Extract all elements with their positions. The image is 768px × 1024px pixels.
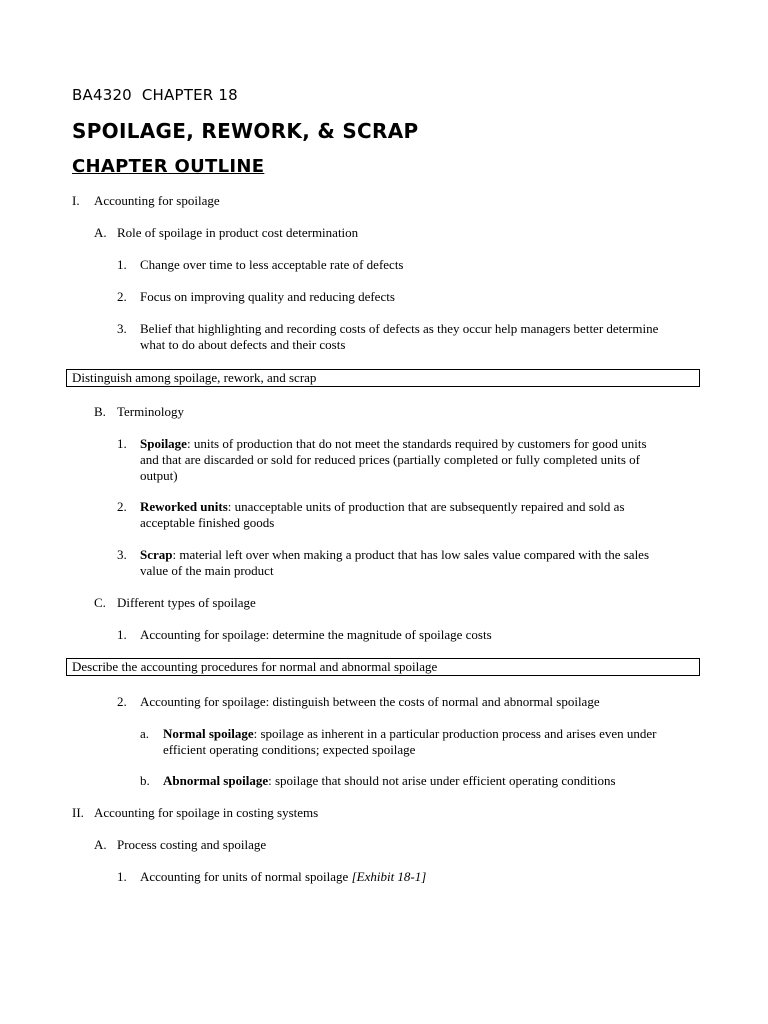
list-item-text: Accounting for units of normal spoilage (140, 869, 352, 884)
term: Scrap (140, 547, 173, 562)
list-item-continuation: value of the main product (140, 563, 274, 578)
roman-marker-i: I. (72, 193, 80, 208)
section-ia-heading: Role of spoilage in product cost determination (117, 225, 359, 240)
list-item: Accounting for spoilage: distinguish between the costs of normal and abnormal spoilage (140, 694, 600, 709)
chapter-title: SPOILAGE, REWORK, & SCRAP (72, 119, 419, 143)
list-item-continuation: output) (140, 468, 178, 483)
definition-text: : unacceptable units of production that are subsequently repaired and sold as (227, 499, 625, 514)
definition-normal-spoilage (163, 726, 657, 742)
letter-marker-iia: A. (94, 837, 107, 852)
list-item-continuation: and that are discarded or sold for reduced prices (partially completed or fully completed units of (140, 452, 640, 467)
list-item-continuation: what to do about defects and their costs (140, 337, 346, 352)
list-item: Accounting for spoilage: determine the magnitude of spoilage costs (140, 627, 492, 642)
item-marker: 3. (117, 547, 127, 562)
item-marker: 2. (117, 499, 127, 514)
subitem-marker: b. (140, 773, 150, 788)
exhibit-reference: [Exhibit 18-1] (351, 869, 427, 884)
definition-reworked-units (140, 499, 625, 515)
learning-objective-box: Distinguish among spoilage, rework, and scrap (66, 369, 700, 387)
section-iia-heading: Process costing and spoilage (117, 837, 267, 852)
roman-marker-ii: II. (72, 805, 84, 820)
list-item-continuation: acceptable finished goods (140, 515, 275, 530)
item-marker: 3. (117, 321, 127, 336)
term: Abnormal spoilage (163, 773, 269, 788)
section-i-heading: Accounting for spoilage (94, 193, 220, 208)
list-item: Belief that highlighting and recording costs of defects as they occur help managers better determine (140, 321, 659, 336)
definition-spoilage (140, 436, 647, 452)
list-item (140, 869, 426, 885)
item-marker: 1. (117, 436, 127, 451)
definition-text: : units of production that do not meet the standards required by customers for good units (186, 436, 647, 451)
item-marker: 1. (117, 869, 127, 884)
letter-marker-ic: C. (94, 595, 106, 610)
item-marker: 1. (117, 257, 127, 272)
list-item: Focus on improving quality and reducing defects (140, 289, 395, 304)
item-marker: 2. (117, 289, 127, 304)
definition-scrap (140, 547, 649, 563)
item-marker: 1. (117, 627, 127, 642)
section-ii-heading: Accounting for spoilage in costing systems (94, 805, 319, 820)
definition-text: : material left over when making a product that has low sales value compared with the sales (172, 547, 650, 562)
letter-marker-ib: B. (94, 404, 106, 419)
section-ic-heading: Different types of spoilage (117, 595, 256, 610)
subitem-marker: a. (140, 726, 150, 741)
term: Normal spoilage (163, 726, 254, 741)
learning-objective-box: Describe the accounting procedures for normal and abnormal spoilage (66, 658, 700, 676)
item-marker: 2. (117, 694, 127, 709)
term: Reworked units (140, 499, 228, 514)
section-ib-heading: Terminology (117, 404, 184, 419)
definition-text: : spoilage that should not arise under efficient operating conditions (268, 773, 616, 788)
definition-abnormal-spoilage (163, 773, 616, 789)
course-heading: BA4320 CHAPTER 18 (72, 86, 238, 104)
outline-heading: CHAPTER OUTLINE (72, 156, 265, 177)
letter-marker-ia: A. (94, 225, 107, 240)
term: Spoilage (140, 436, 187, 451)
list-item-continuation: efficient operating conditions; expected spoilage (163, 742, 416, 757)
definition-text: : spoilage as inherent in a particular production process and arises even under (253, 726, 657, 741)
list-item: Change over time to less acceptable rate of defects (140, 257, 404, 272)
